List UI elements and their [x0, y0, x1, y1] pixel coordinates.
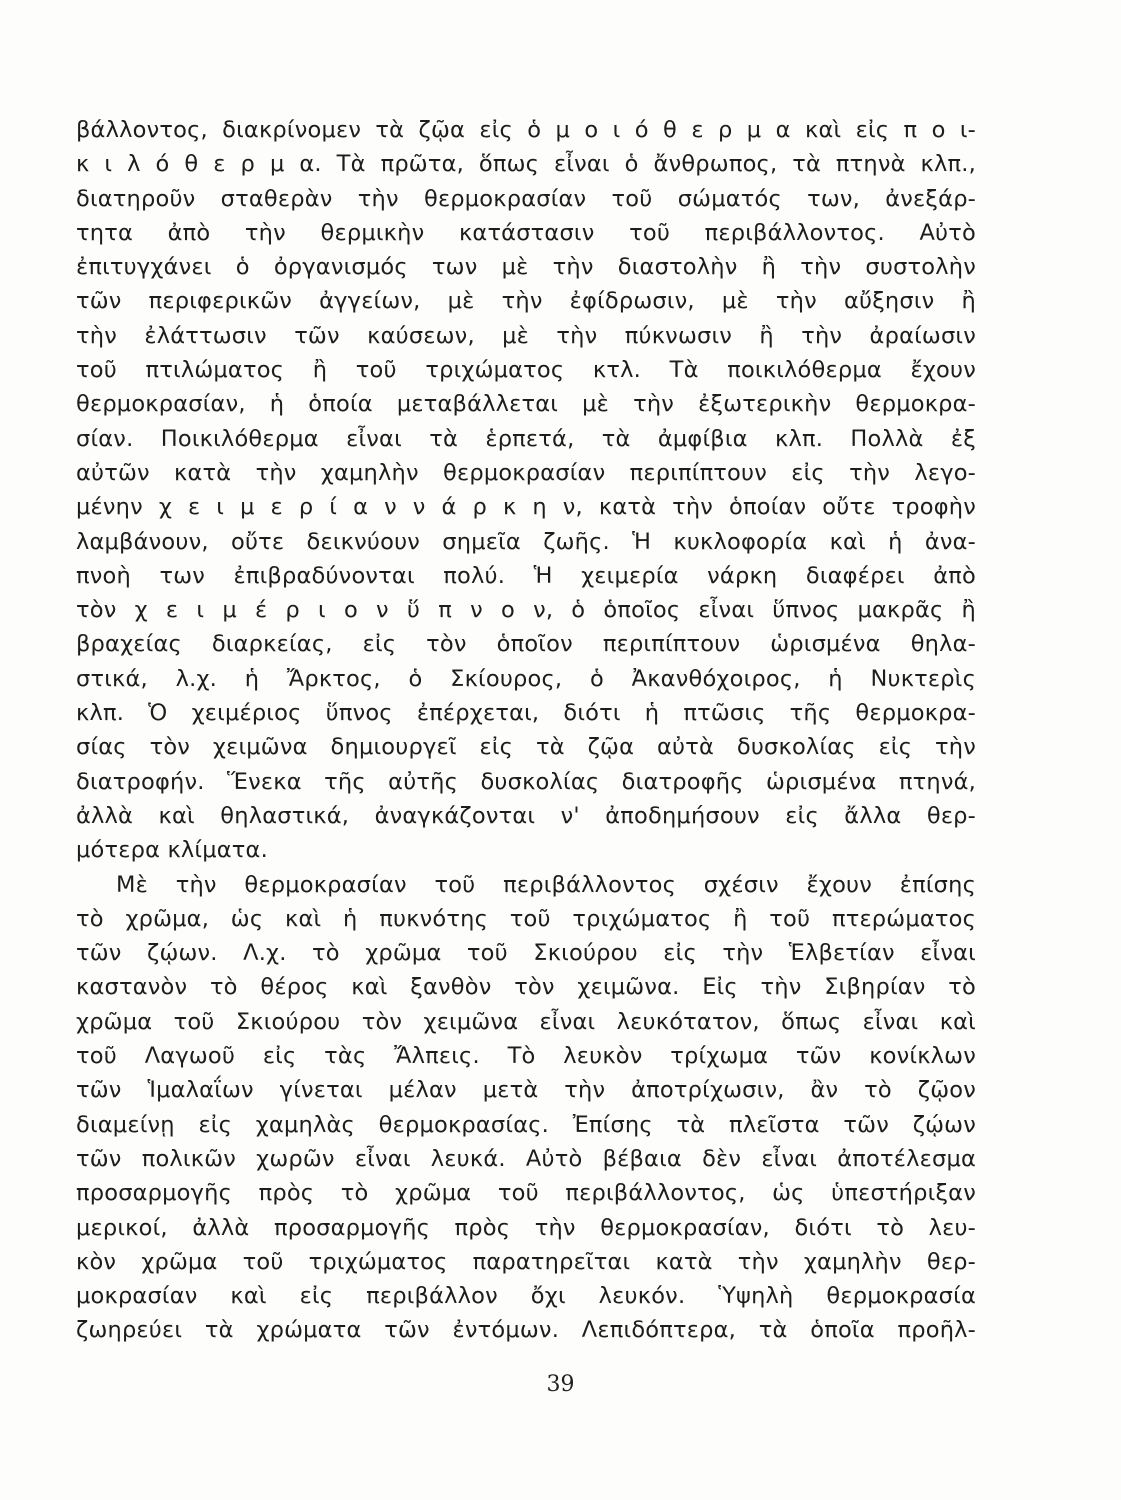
page-number: 39 — [546, 1372, 575, 1397]
text-line: θερμοκρασίαν, ἡ ὁποία μεταβάλλεται μὲ τὴν ἐξωτερικὴν θερμοκρα- — [76, 391, 976, 418]
text-line: τῶν Ἱμαλαΐων γίνεται μέλαν μετὰ τὴν ἀποτρίχωσιν, ἂν τὸ ζῷον — [76, 1077, 976, 1104]
text-line: χρῶμα τοῦ Σκιούρου τὸν χειμῶνα εἶναι λευκότατον, ὅπως εἶναι καὶ — [76, 1008, 976, 1035]
text-line: βραχείας διαρκείας, εἰς τὸν ὁποῖον περιπίπτουν ὡρισμένα θηλα- — [76, 631, 976, 658]
text-line: προσαρμογῆς πρὸς τὸ χρῶμα τοῦ περιβάλλοντος, ὡς ὑπεστήριξαν — [76, 1180, 976, 1207]
text-line: μότερα κλίματα. — [76, 837, 268, 864]
text-line: πνοὴ των ἐπιβραδύνονται πολύ. Ἡ χειμερία νάρκη διαφέρει ἀπὸ — [76, 562, 976, 589]
text-line: κὸν χρῶμα τοῦ τριχώματος παρατηρεῖται κατὰ τὴν χαμηλὴν θερ- — [76, 1248, 976, 1275]
text-line: διατηροῦν σταθερὰν τὴν θερμοκρασίαν τοῦ σώματός των, ἀνεξάρ- — [76, 185, 976, 212]
text-line: τὸν χ ε ι μ έ ρ ι ο ν ὕ π ν ο ν, ὁ ὁποῖος εἶναι ὕπνος μακρᾶς ἢ — [76, 597, 976, 624]
text-line: βάλλοντος, διακρίνομεν τὰ ζῷα εἰς ὁ μ ο ι ό θ ε ρ μ α καὶ εἰς π ο ι- — [76, 117, 976, 143]
text-line: καστανὸν τὸ θέρος καὶ ξανθὸν τὸν χειμῶνα. Εἰς τὴν Σιβηρίαν τὸ — [76, 974, 976, 1001]
body-text — [76, 113, 976, 1348]
text-line: τοῦ πτιλώματος ἢ τοῦ τριχώματος κτλ. Τὰ ποικιλόθερμα ἔχουν — [76, 357, 976, 384]
text-line: τὴν ἐλάττωσιν τῶν καύσεων, μὲ τὴν πύκνωσιν ἢ τὴν ἀραίωσιν — [76, 322, 976, 349]
text-line: ἐπιτυγχάνει ὁ ὀργανισμός των μὲ τὴν διαστολὴν ἢ τὴν συστολὴν — [76, 254, 976, 281]
text-line: κλπ. Ὁ χειμέριος ὕπνος ἐπέρχεται, διότι ἡ πτῶσις τῆς θερμοκρα- — [76, 700, 976, 727]
text-line: τῶν πολικῶν χωρῶν εἶναι λευκά. Αὐτὸ βέβαια δὲν εἶναι ἀποτέλεσμα — [76, 1145, 976, 1172]
text-line: σίαν. Ποικιλόθερμα εἶναι τὰ ἑρπετά, τὰ ἀμφίβια κλπ. Πολλὰ ἐξ — [76, 425, 976, 452]
text-line: Μὲ τὴν θερμοκρασίαν τοῦ περιβάλλοντος σχέσιν ἔχουν ἐπίσης — [116, 871, 976, 898]
text-line: τὸ χρῶμα, ὡς καὶ ἡ πυκνότης τοῦ τριχώματος ἢ τοῦ πτερώματος — [76, 905, 976, 932]
text-line: κ ι λ ό θ ε ρ μ α. Τὰ πρῶτα, ὅπως εἶναι ὁ ἄνθρωπος, τὰ πτηνὰ κλπ., — [76, 151, 976, 178]
text-line: διατροφήν. Ἕνεκα τῆς αὐτῆς δυσκολίας διατροφῆς ὡρισμένα πτηνά, — [76, 768, 976, 795]
text-line: ἀλλὰ καὶ θηλαστικά, ἀναγκάζονται ν' ἀποδημήσουν εἰς ἄλλα θερ- — [76, 802, 976, 829]
text-line: μένην χ ε ι μ ε ρ ί α ν ν ά ρ κ η ν, κατὰ τὴν ὁποίαν οὔτε τροφὴν — [76, 494, 976, 521]
text-line: ζωηρεύει τὰ χρώματα τῶν ἐντόμων. Λεπιδόπτερα, τὰ ὁποῖα προῆλ- — [76, 1317, 976, 1344]
text-line: τητα ἀπὸ τὴν θερμικὴν κατάστασιν τοῦ περιβάλλοντος. Αὐτὸ — [76, 219, 976, 246]
text-line: τῶν ζῴων. Λ.χ. τὸ χρῶμα τοῦ Σκιούρου εἰς τὴν Ἑλβετίαν εἶναι — [76, 940, 976, 967]
text-line: τῶν περιφερικῶν ἀγγείων, μὲ τὴν ἐφίδρωσιν, μὲ τὴν αὔξησιν ἢ — [76, 288, 976, 315]
text-line: αὐτῶν κατὰ τὴν χαμηλὴν θερμοκρασίαν περιπίπτουν εἰς τὴν λεγο- — [76, 459, 976, 486]
text-line: μοκρασίαν καὶ εἰς περιβάλλον ὄχι λευκόν. Ὑψηλὴ θερμοκρασία — [76, 1283, 976, 1310]
text-line: στικά, λ.χ. ἡ Ἄρκτος, ὁ Σκίουρος, ὁ Ἀκανθόχοιρος, ἡ Νυκτερὶς — [76, 665, 976, 692]
text-line: λαμβάνουν, οὔτε δεικνύουν σημεῖα ζωῆς. Ἡ κυκλοφορία καὶ ἡ ἀνα- — [76, 528, 976, 555]
text-line: τοῦ Λαγωοῦ εἰς τὰς Ἄλπεις. Τὸ λευκὸν τρίχωμα τῶν κονίκλων — [76, 1043, 976, 1070]
text-line: διαμείνῃ εἰς χαμηλὰς θερμοκρασίας. Ἐπίσης τὰ πλεῖστα τῶν ζῴων — [76, 1111, 976, 1138]
text-line: μερικοί, ἀλλὰ προσαρμογῆς πρὸς τὴν θερμοκρασίαν, διότι τὸ λευ- — [76, 1214, 976, 1241]
text-line: σίας τὸν χειμῶνα δημιουργεῖ εἰς τὰ ζῷα αὐτὰ δυσκολίας εἰς τὴν — [76, 734, 976, 761]
